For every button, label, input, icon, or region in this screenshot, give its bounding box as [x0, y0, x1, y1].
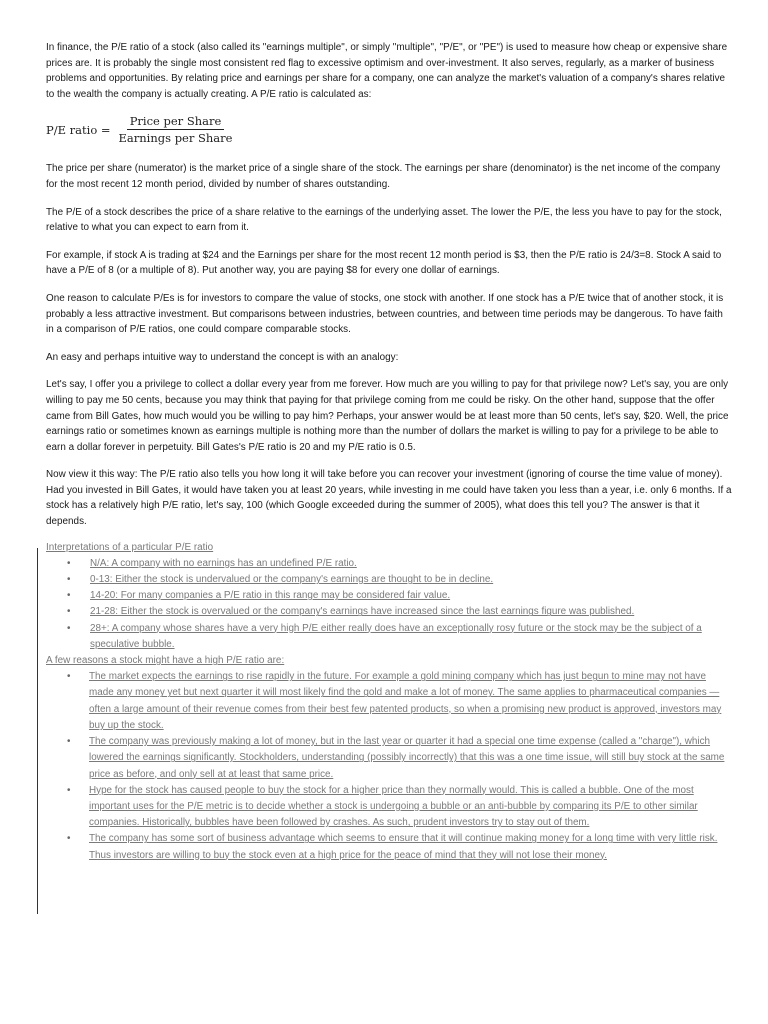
- formula-numerator: Price per Share: [127, 114, 225, 130]
- paragraph-price-per-share: The price per share (numerator) is the market price of a single share of the stock. The earnings per share (denominator) is the net income of the company for the most recent 12 month period, divided by number of shares outstanding.: [46, 163, 721, 190]
- list-item: • The market expects the earnings to rise rapidly in the future. For example a gold mining company which has just begun to mine may not have made any money yet but next quarter it will most likely find the gold and make a lot of money. The same applies to pharmaceutical companies — often a large amount of their revenue comes from their best few patented products, so when a promising new product is approved, investors may buy up the stock.: [67, 671, 722, 731]
- list-item: • The company was previously making a lot of money, but in the last year or quarter it had a special one time expense (called a "charge"), which lowered the earnings significantly. Stockholders, understanding (possibly incorrectly) that this was a one time issue, will still buy stock at the same price as before, and only sell at at least that same price.: [67, 736, 725, 780]
- tracked-changes-section: [46, 540, 732, 864]
- list-item: • 14-20: For many companies a P/E ratio in this range may be considered fair value.: [46, 588, 732, 604]
- bullet-icon: •: [67, 671, 71, 683]
- interpretations-heading: Interpretations of a particular P/E ratio: [46, 541, 214, 553]
- change-bar: [37, 548, 38, 914]
- list-item: • 0-13: Either the stock is undervalued or the company's earnings are thought to be in decline.: [46, 572, 732, 588]
- list-item: • Hype for the stock has caused people to buy the stock for a higher price than they normally would. This is called a bubble. One of the most important uses for the P/E metric is to decide whether a stock is undergoing a bubble or an anti-bubble by comparing its P/E to other similar companies. Historically, bubbles have been followed by crashes. As such, prudent investors try to stay out of them.: [67, 784, 698, 829]
- paragraph-intro: In finance, the P/E ratio of a stock (also called its "earnings multiple", or simply "multiple", "P/E", or "PE") is used to measure how cheap or expensive share prices are. It is probably the single most consistent red flag to excessive optimism and over-investment. It also serves, regularly, as a marker of business problems and opportunities. By relating price and earnings per share for a company, one can analyze the market's valuation of a company's shares relative to the wealth the company is actually creating. A P/E ratio is calculated as:: [46, 42, 728, 100]
- bullet-icon: •: [67, 622, 71, 634]
- list-item: • 28+: A company whose shares have a very high P/E either really does have an exceptionally rosy future or the stock may be the subject of a speculative bubble.: [67, 622, 702, 650]
- formula-fraction: [116, 114, 236, 145]
- bullet-icon: •: [67, 784, 71, 796]
- bullet-icon: •: [67, 736, 71, 748]
- interpretations-list: [46, 556, 732, 653]
- paragraph-analogy: Let's say, I offer you a privilege to collect a dollar every year from me forever. How much are you willing to pay for that privilege now? Let's say, you are only willing to pay me 50 cents, because you may think that paying for that privilege coming from me could be risky. On the other hand, suppose that the offer came from Bill Gates, how much would you be willing to pay him? Perhaps, your answer would be at least more than 50 cents, let's say, $20. Well, the price earnings ratio or sometimes known as earnings multiple is nothing more than the number of dollars the market is willing to pay for a privilege to be able to earn a dollar forever in perpetuity. Bill Gates's P/E ratio is 20 and my P/E ratio is 0.5.: [46, 379, 729, 453]
- formula-lhs: P/E ratio =: [46, 122, 111, 137]
- reasons-list: [46, 669, 732, 863]
- reasons-heading: A few reasons a stock might have a high P/E ratio are:: [46, 655, 285, 667]
- paragraph-pe-describes: The P/E of a stock describes the price of a share relative to the earnings of the underlying asset. The lower the P/E, the less you have to pay for the stock, relative to what you can expect to earn from it.: [46, 206, 722, 234]
- paragraph-example: For example, if stock A is trading at $24 and the Earnings per share for the most recent 12 month period is $3, then the P/E ratio is 24/3=8. Stock A said to have a P/E of 8 (or a multiple of 8). Put another way, you are paying $8 for every one dollar of earnings.: [46, 249, 722, 277]
- list-item: • The company has some sort of business advantage which seems to ensure that it will continue making money for a long time with very little risk. Thus investors are willing to buy the stock even at a high price for the peace of mind that they will not lose their money.: [67, 833, 718, 861]
- formula-denominator: Earnings per Share: [118, 131, 233, 146]
- paragraph-compare: One reason to calculate P/Es is for investors to compare the value of stocks, one stock with another. If one stock has a P/E twice that of another stock, it is probably a less attractive investment. But comparisons between industries, between countries, and between time periods may be dangerous. To have faith in a comparison of P/E ratios, one could compare comparable stocks.: [46, 292, 724, 336]
- bullet-icon: •: [67, 590, 71, 602]
- paragraph-view-it: Now view it this way: The P/E ratio also tells you how long it will take before you can recover your investment (ignoring of course the time value of money). Had you invested in Bill Gates, it would have taken you at least 20 years, while investing in me could have taken you less than a year, i.e. only 6 months. If a stock has a relatively high P/E ratio, let's say, 100 (which Google exceeded during the summer of 2005), what does this tell you? The answer is that it depends.: [46, 469, 732, 528]
- bullet-icon: •: [67, 606, 71, 618]
- paragraph-analogy-intro: An easy and perhaps intuitive way to understand the concept is with an analogy:: [46, 351, 399, 363]
- list-item: • N/A: A company with no earnings has an undefined P/E ratio.: [46, 556, 732, 572]
- document-page: [46, 40, 732, 864]
- bullet-icon: •: [67, 574, 71, 586]
- list-item: • 21-28: Either the stock is overvalued or the company's earnings have increased since the last earnings figure was published.: [46, 604, 732, 620]
- bullet-icon: •: [67, 833, 71, 845]
- pe-ratio-formula: [46, 114, 732, 145]
- bullet-icon: •: [67, 557, 71, 569]
